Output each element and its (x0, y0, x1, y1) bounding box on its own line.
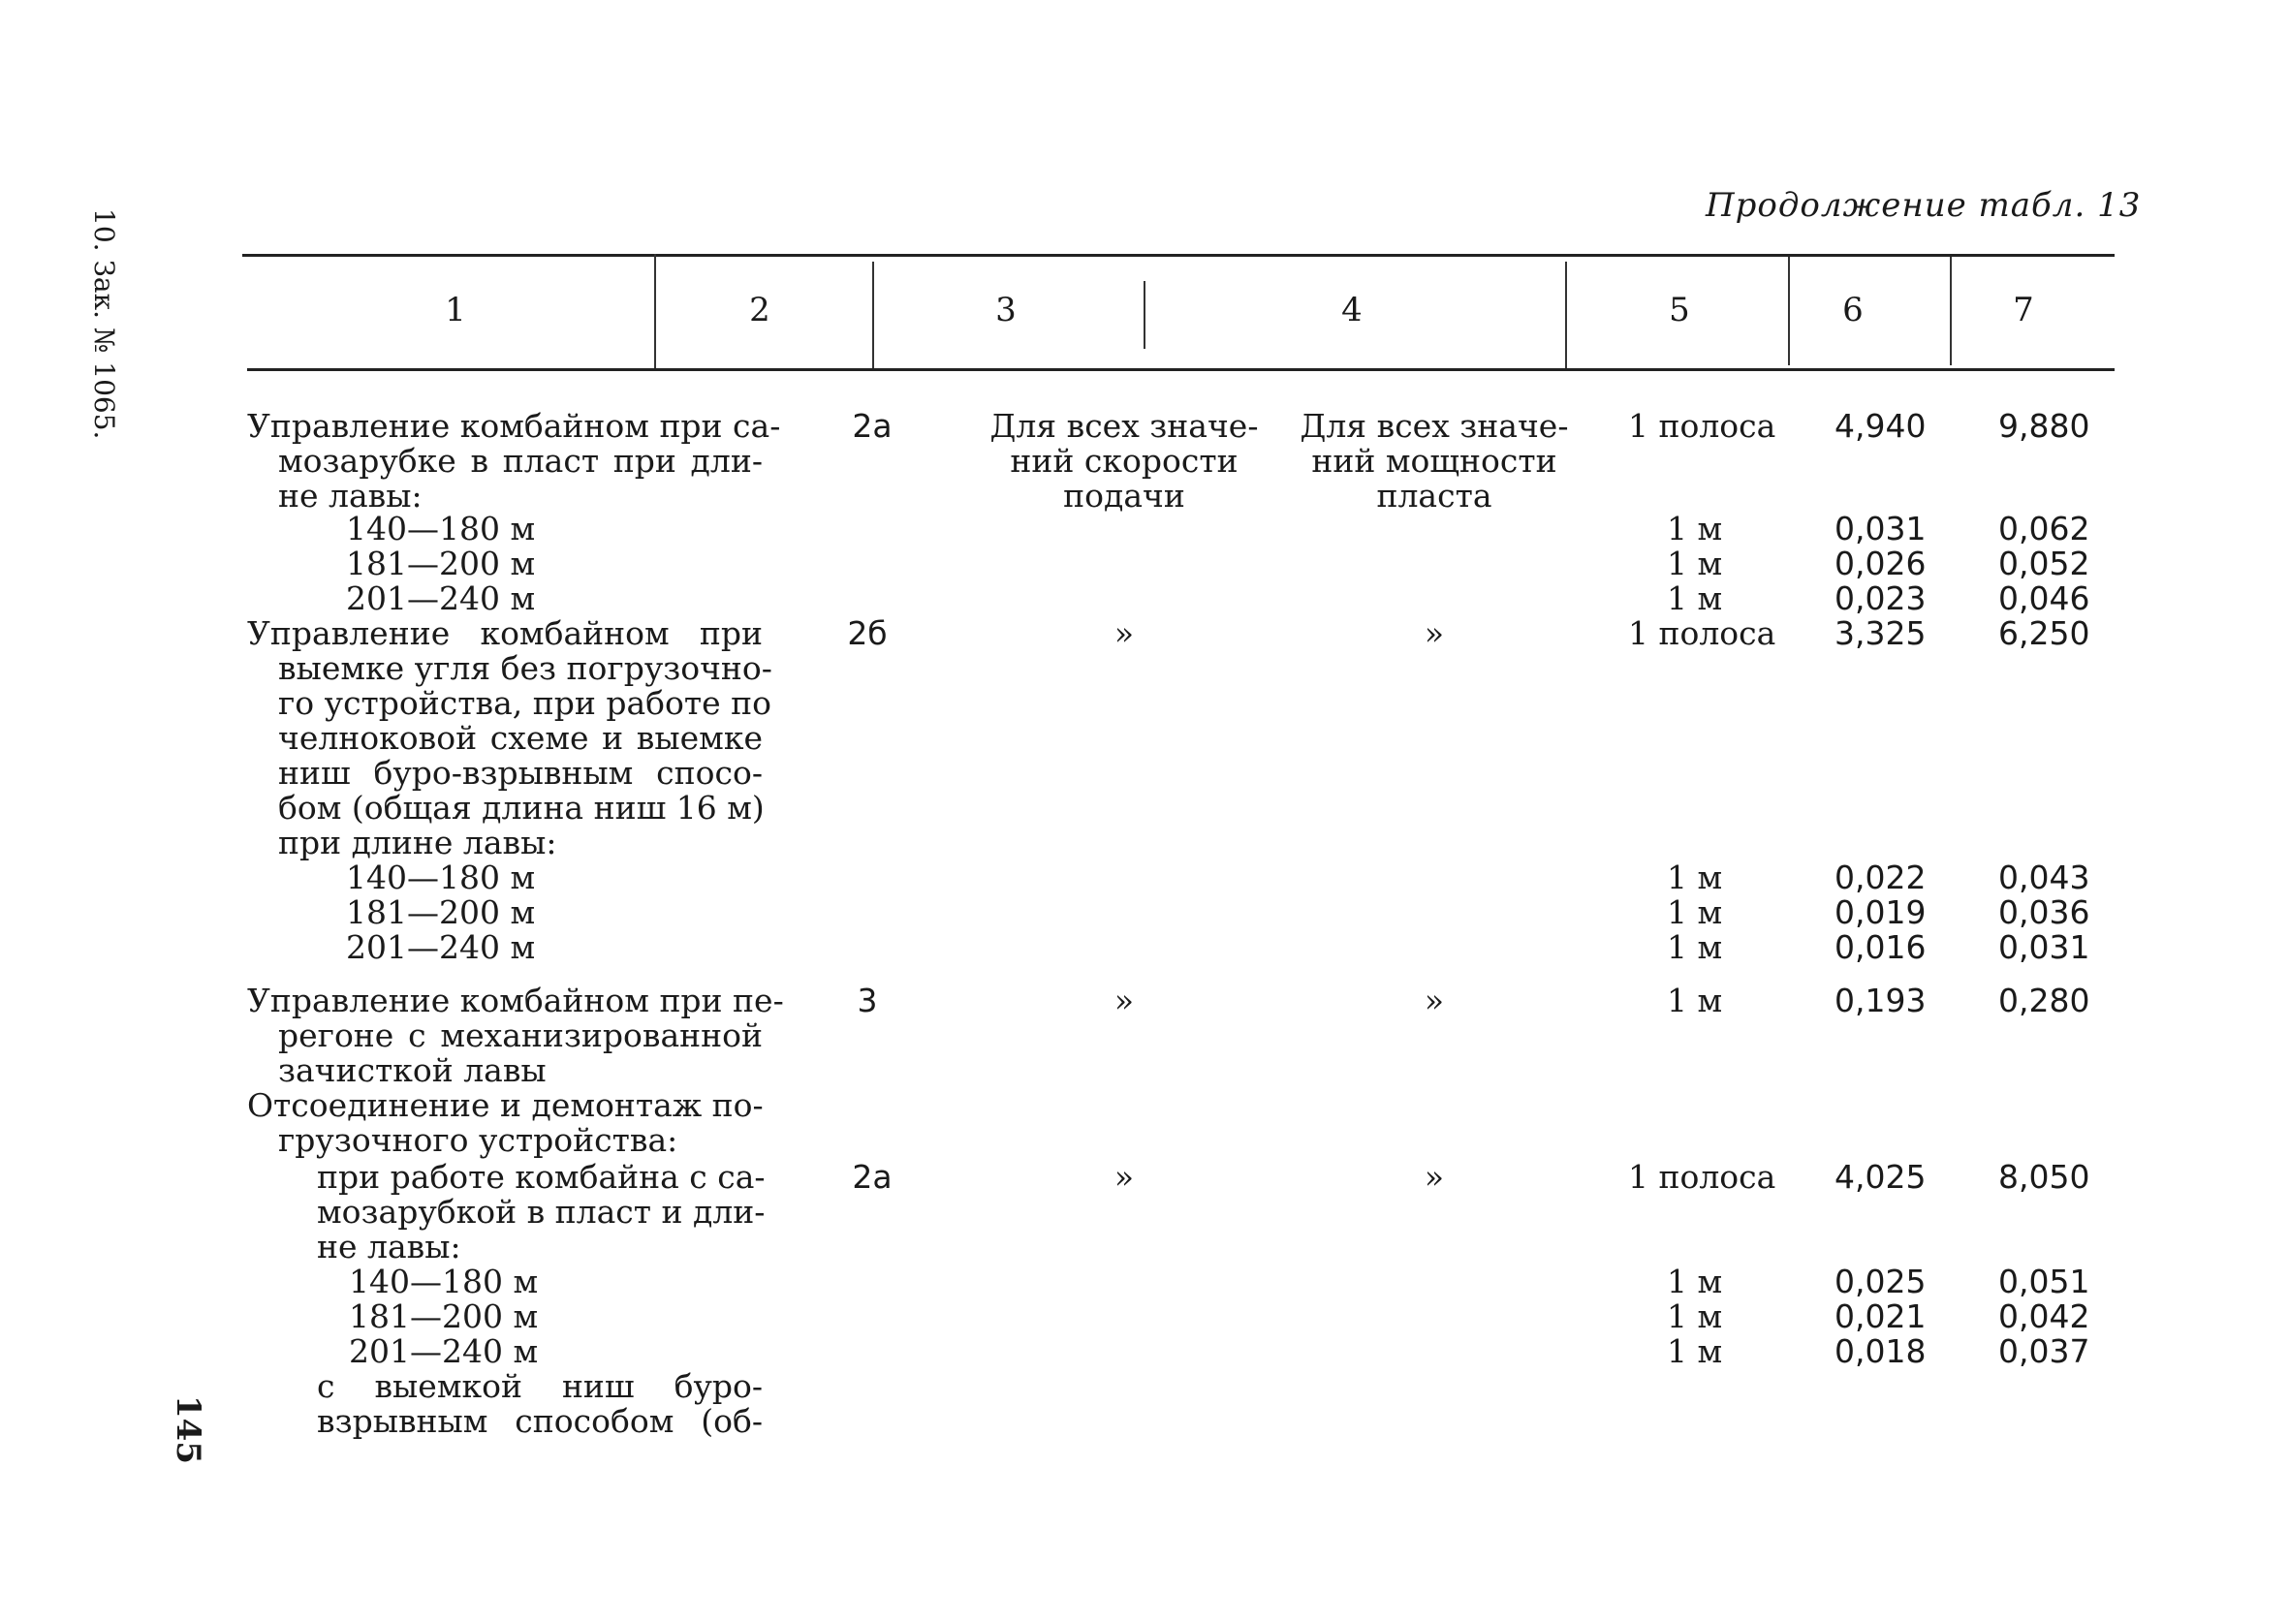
subrow-value-7: 0,046 (1998, 579, 2090, 617)
row-value-7: 8,050 (1998, 1158, 2090, 1196)
col-divider-3 (1144, 281, 1145, 349)
row-description-line: Управление комбайном при пе- (247, 982, 784, 1019)
col-divider-6 (1950, 257, 1952, 365)
row-description-line: мозарубкой в пласт и дли- (317, 1193, 766, 1231)
subrow-label: 201—240 м (346, 928, 536, 966)
row-col4-line: пласта (1376, 477, 1492, 515)
col-divider-4 (1565, 262, 1567, 368)
col-header-7: 7 (2013, 291, 2034, 329)
subrow-value-6: 0,021 (1834, 1297, 1927, 1335)
subrow-unit: 1 м (1667, 1263, 1723, 1300)
row-description-line: мозарубке в пласт при дли- (278, 442, 763, 480)
subrow-unit: 1 м (1667, 1297, 1723, 1335)
row-col4-ditto: » (1424, 614, 1445, 652)
row-unit: 1 полоса (1628, 1158, 1776, 1196)
row-code: 2а (852, 1158, 893, 1196)
subrow-unit: 1 м (1667, 579, 1723, 617)
subrow-value-6: 0,016 (1834, 928, 1927, 966)
subrow-value-7: 0,031 (1998, 928, 2090, 966)
row-description-line: Управление комбайном при (247, 614, 763, 652)
row-value-6: 4,940 (1834, 407, 1927, 445)
row-unit: 1 полоса (1628, 407, 1776, 445)
row-value-7: 9,880 (1998, 407, 2090, 445)
row-col4-line: ний мощности (1311, 442, 1557, 480)
col-divider-2 (872, 262, 874, 368)
row-code: 3 (857, 982, 878, 1019)
row-code: 2а (852, 407, 893, 445)
row-description-line: регоне с механизированной (278, 1016, 763, 1054)
subrow-unit: 1 м (1667, 928, 1723, 966)
row-value-6: 4,025 (1834, 1158, 1927, 1196)
subrow-value-6: 0,019 (1834, 893, 1927, 931)
row-description-line: Отсоединение и демонтаж по- (247, 1086, 764, 1124)
subrow-value-7: 0,062 (1998, 510, 2090, 547)
subrow-value-6: 0,018 (1834, 1332, 1927, 1370)
subrow-label: 181—200 м (346, 545, 536, 582)
row-value-7: 6,250 (1998, 614, 2090, 652)
subrow-label: 201—240 м (346, 579, 536, 617)
subrow-unit: 1 м (1667, 1332, 1723, 1370)
row-description-line: с выемкой ниш буро- (317, 1367, 763, 1405)
row-description-line: бом (общая длина ниш 16 м) (278, 789, 765, 827)
row-col4-ditto: » (1424, 1158, 1445, 1196)
row-unit: 1 м (1667, 982, 1723, 1019)
row-col4-ditto: » (1424, 982, 1445, 1019)
page-number: 145 (169, 1395, 207, 1464)
row-description-line: взрывным способом (об- (317, 1402, 763, 1440)
row-description-line: челноковой схеме и выемке (278, 719, 763, 757)
subrow-value-7: 0,036 (1998, 893, 2090, 931)
row-description-line: не лавы: (317, 1228, 461, 1265)
subrow-label: 201—240 м (349, 1332, 539, 1370)
subrow-value-7: 0,043 (1998, 859, 2090, 896)
row-description-line: го устройства, при работе по (278, 684, 772, 722)
row-description-line: зачисткой лавы (278, 1051, 547, 1089)
row-unit: 1 полоса (1628, 614, 1776, 652)
subrow-value-7: 0,037 (1998, 1332, 2090, 1370)
row-col4-line: Для всех значе- (1300, 407, 1569, 445)
table-caption: Продолжение табл. 13 (1706, 186, 2142, 225)
col-divider-1 (654, 254, 656, 368)
row-col3-line: Для всех значе- (989, 407, 1259, 445)
subrow-value-7: 0,052 (1998, 545, 2090, 582)
row-col3-ditto: » (1113, 1158, 1135, 1196)
row-description-line: грузочного устройства: (278, 1121, 678, 1159)
row-description-line: не лавы: (278, 477, 423, 515)
subrow-value-6: 0,031 (1834, 510, 1927, 547)
subrow-value-6: 0,022 (1834, 859, 1927, 896)
subrow-value-6: 0,025 (1834, 1263, 1927, 1300)
subrow-label: 140—180 м (346, 510, 536, 547)
table-top-rule (242, 254, 2115, 257)
row-description-line: Управление комбайном при са- (247, 407, 781, 445)
col-divider-5 (1788, 257, 1790, 365)
row-value-6: 3,325 (1834, 614, 1927, 652)
subrow-unit: 1 м (1667, 893, 1723, 931)
print-order-note: 10. Зак. № 1065. (88, 208, 120, 440)
col-header-6: 6 (1842, 291, 1864, 329)
col-header-1: 1 (445, 291, 466, 329)
subrow-value-6: 0,026 (1834, 545, 1927, 582)
subrow-label: 140—180 м (346, 859, 536, 896)
subrow-value-6: 0,023 (1834, 579, 1927, 617)
subrow-label: 181—200 м (349, 1297, 539, 1335)
row-col3-ditto: » (1113, 614, 1135, 652)
row-description-line: при работе комбайна с са- (317, 1158, 766, 1196)
row-description-line: при длине лавы: (278, 824, 557, 861)
row-value-7: 0,280 (1998, 982, 2090, 1019)
row-description-line: ниш буро-взрывным спосо- (278, 754, 763, 792)
subrow-label: 181—200 м (346, 893, 536, 931)
col-header-5: 5 (1669, 291, 1690, 329)
row-col3-ditto: » (1113, 982, 1135, 1019)
col-header-2: 2 (749, 291, 770, 329)
subrow-unit: 1 м (1667, 545, 1723, 582)
subrow-unit: 1 м (1667, 510, 1723, 547)
row-col3-line: подачи (1063, 477, 1185, 515)
subrow-value-7: 0,042 (1998, 1297, 2090, 1335)
row-description-line: выемке угля без погрузочно- (278, 649, 772, 687)
col-header-3: 3 (995, 291, 1017, 329)
subrow-value-7: 0,051 (1998, 1263, 2090, 1300)
row-col3-line: ний скорости (1010, 442, 1239, 480)
subrow-label: 140—180 м (349, 1263, 539, 1300)
col-header-4: 4 (1341, 291, 1363, 329)
table-header-rule (247, 368, 2115, 371)
subrow-unit: 1 м (1667, 859, 1723, 896)
row-code: 2б (847, 614, 888, 652)
row-value-6: 0,193 (1834, 982, 1927, 1019)
